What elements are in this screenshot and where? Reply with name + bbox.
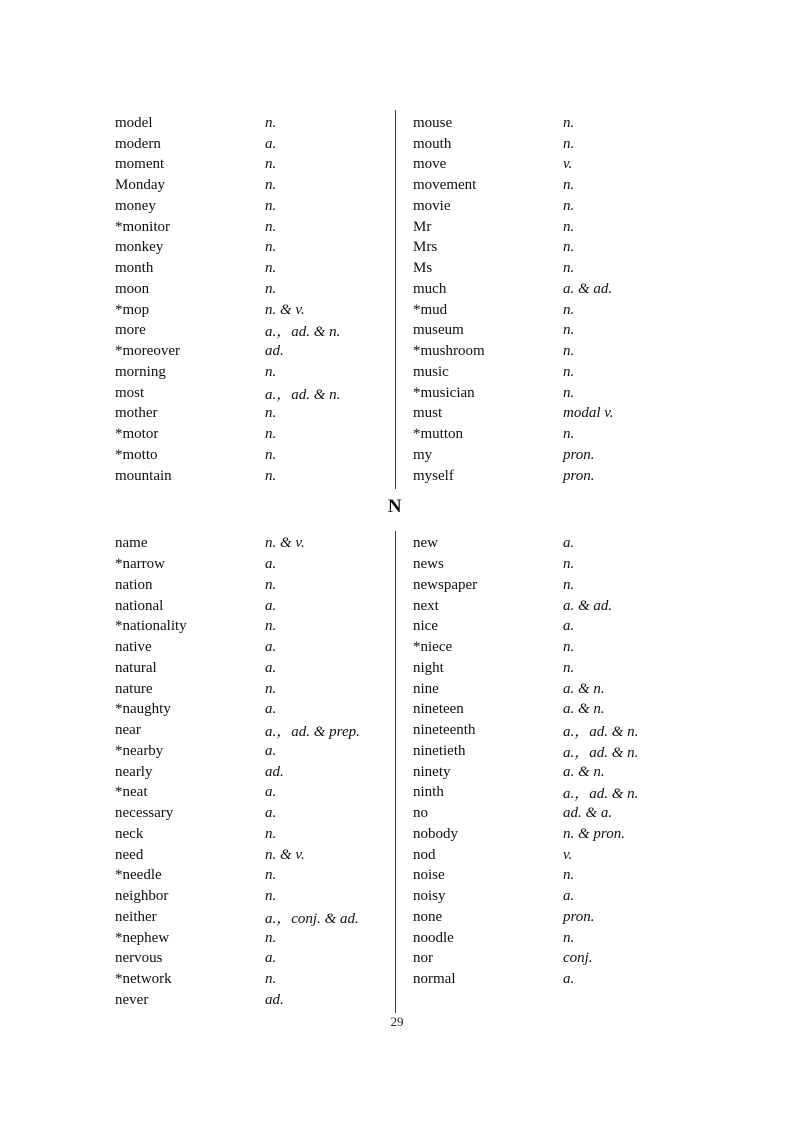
entry-row xyxy=(413,949,675,970)
entry-row xyxy=(413,196,675,217)
entry-word: Ms xyxy=(413,260,433,277)
entry-row xyxy=(413,175,675,196)
entry-word: news xyxy=(413,556,444,573)
entry-row xyxy=(413,741,675,762)
entry-word: *mushroom xyxy=(413,343,485,360)
entry-pos: conj. xyxy=(563,950,593,967)
entry-row xyxy=(115,596,395,617)
entry-pos: a. xyxy=(265,135,277,152)
entry-row xyxy=(413,845,675,866)
entry-pos: n. xyxy=(265,618,277,635)
entry-pos: ad. xyxy=(265,763,284,780)
entry-pos: n. xyxy=(265,467,277,484)
entry-pos: n. & v. xyxy=(265,301,305,318)
column-left xyxy=(115,113,395,487)
entry-row xyxy=(413,534,675,555)
entry-word: natural xyxy=(115,659,157,676)
entry-pos: a. & ad. xyxy=(563,597,613,614)
entry-row xyxy=(115,258,395,279)
entry-word: *niece xyxy=(413,639,453,656)
entry-row xyxy=(413,466,675,487)
entry-word: nature xyxy=(115,680,153,697)
entry-row xyxy=(413,928,675,949)
entry-pos: pron. xyxy=(563,467,595,484)
entry-pos: n. xyxy=(563,343,575,360)
entry-row xyxy=(413,886,675,907)
column-right xyxy=(395,534,675,1011)
entry-word: more xyxy=(115,322,146,339)
entry-row xyxy=(413,155,675,176)
entry-pos: n. & v. xyxy=(265,535,305,552)
entry-pos: a. xyxy=(265,784,277,801)
entry-word: move xyxy=(413,156,447,173)
entry-word: nervous xyxy=(115,950,163,967)
entry-row xyxy=(115,720,395,741)
entry-row xyxy=(115,741,395,762)
entry-pos: n. xyxy=(563,135,575,152)
entry-row xyxy=(115,362,395,383)
entry-pos: a. xyxy=(265,597,277,614)
entry-word: neighbor xyxy=(115,888,169,905)
entry-pos: n. xyxy=(265,239,277,256)
entry-word: never xyxy=(115,991,149,1008)
entry-row xyxy=(115,658,395,679)
entry-word: *moreover xyxy=(115,343,180,360)
entry-word: must xyxy=(413,405,443,422)
entry-row xyxy=(413,658,675,679)
entry-row xyxy=(115,134,395,155)
entry-word: nobody xyxy=(413,825,458,842)
entry-row xyxy=(413,969,675,990)
entry-row xyxy=(413,134,675,155)
entry-word: *needle xyxy=(115,867,162,884)
entry-pos: a. & n. xyxy=(563,701,605,718)
entry-word: noodle xyxy=(413,929,454,946)
column-divider-line xyxy=(395,110,396,489)
entry-pos: pron. xyxy=(563,908,595,925)
entry-row xyxy=(413,258,675,279)
entry-pos: n. xyxy=(265,426,277,443)
section-n xyxy=(115,534,715,1011)
entry-word: *neat xyxy=(115,784,148,801)
entry-row xyxy=(413,720,675,741)
entry-row xyxy=(115,928,395,949)
entry-pos: n. xyxy=(563,322,575,339)
entry-word: near xyxy=(115,722,141,739)
entry-row xyxy=(413,866,675,887)
entry-word: moon xyxy=(115,280,150,297)
entry-pos: n. xyxy=(563,301,575,318)
entry-row xyxy=(115,113,395,134)
entry-row xyxy=(413,803,675,824)
entry-pos: a. xyxy=(265,556,277,573)
entry-word: *mud xyxy=(413,301,448,318)
entry-word: none xyxy=(413,908,443,925)
entry-row xyxy=(413,700,675,721)
entry-pos: ad. xyxy=(265,991,284,1008)
entry-word: nineteen xyxy=(413,701,464,718)
entry-row xyxy=(115,617,395,638)
entry-word: neck xyxy=(115,825,144,842)
entry-row xyxy=(413,424,675,445)
column-divider-line xyxy=(395,531,396,1013)
entry-row xyxy=(115,404,395,425)
entry-pos: a. & n. xyxy=(563,763,605,780)
entry-word: *narrow xyxy=(115,556,165,573)
entry-row xyxy=(413,113,675,134)
entry-pos: a. xyxy=(265,639,277,656)
entry-pos: n. xyxy=(265,971,277,988)
entry-word: mouth xyxy=(413,135,452,152)
entry-pos: n. xyxy=(563,114,575,131)
entry-word: *motor xyxy=(115,426,159,443)
entry-word: new xyxy=(413,535,438,552)
entry-word: my xyxy=(413,446,433,463)
entry-pos: n. xyxy=(265,867,277,884)
entry-row xyxy=(115,886,395,907)
entry-row xyxy=(413,554,675,575)
entry-pos: a.，ad. & prep. xyxy=(265,724,360,741)
entry-word: model xyxy=(115,114,153,131)
entry-word: ninety xyxy=(413,763,451,780)
entry-word: native xyxy=(115,639,152,656)
entry-word: *nationality xyxy=(115,618,187,635)
entry-row xyxy=(413,762,675,783)
entry-row xyxy=(115,637,395,658)
entry-row xyxy=(413,300,675,321)
column-left xyxy=(115,534,395,1011)
entry-pos: n. xyxy=(563,177,575,194)
section-m-continued xyxy=(115,113,715,487)
entry-row xyxy=(413,596,675,617)
entry-word: modern xyxy=(115,135,161,152)
entry-pos: a. xyxy=(265,659,277,676)
entry-word: *nephew xyxy=(115,929,170,946)
entry-pos: n. xyxy=(563,363,575,380)
entry-word: *musician xyxy=(413,384,475,401)
entry-pos: a. xyxy=(265,701,277,718)
entry-word: nod xyxy=(413,846,436,863)
entry-pos: a. xyxy=(265,950,277,967)
section-heading-n: N xyxy=(387,495,403,517)
entry-row xyxy=(115,824,395,845)
entry-row xyxy=(115,155,395,176)
entry-pos: n. xyxy=(563,260,575,277)
entry-word: nice xyxy=(413,618,438,635)
entry-row xyxy=(115,279,395,300)
entry-pos: n. xyxy=(265,197,277,214)
entry-word: mountain xyxy=(115,467,172,484)
entry-pos: ad. xyxy=(265,343,284,360)
entry-pos: a. xyxy=(265,742,277,759)
entry-word: month xyxy=(115,260,154,277)
entry-row xyxy=(413,783,675,804)
entry-row xyxy=(413,907,675,928)
entry-pos: a. xyxy=(563,618,575,635)
entry-word: myself xyxy=(413,467,454,484)
entry-row xyxy=(115,383,395,404)
entry-pos: modal v. xyxy=(563,405,614,422)
entry-row xyxy=(115,217,395,238)
entry-word: newspaper xyxy=(413,576,478,593)
entry-row xyxy=(115,321,395,342)
entry-row xyxy=(413,824,675,845)
entry-pos: n. xyxy=(563,384,575,401)
entry-word: nearly xyxy=(115,763,153,780)
entry-row xyxy=(115,445,395,466)
entry-pos: n. xyxy=(265,177,277,194)
entry-word: no xyxy=(413,805,428,822)
entry-pos: n. xyxy=(563,929,575,946)
entry-word: monkey xyxy=(115,239,164,256)
entry-pos: a.，ad. & n. xyxy=(563,786,639,803)
entry-word: *motto xyxy=(115,446,158,463)
entry-row xyxy=(115,907,395,928)
entry-pos: a. & n. xyxy=(563,680,605,697)
entry-word: nation xyxy=(115,576,153,593)
entry-pos: n. & pron. xyxy=(563,825,625,842)
entry-row xyxy=(115,783,395,804)
entry-word: movie xyxy=(413,197,451,214)
entry-word: next xyxy=(413,597,439,614)
entry-pos: n. xyxy=(265,888,277,905)
entry-word: normal xyxy=(413,971,456,988)
entry-row xyxy=(115,990,395,1011)
entry-pos: n. xyxy=(265,363,277,380)
entry-pos: a.，ad. & n. xyxy=(265,386,341,403)
entry-pos: n. xyxy=(265,576,277,593)
entry-row xyxy=(115,969,395,990)
entry-word: mother xyxy=(115,405,158,422)
entry-pos: v. xyxy=(563,156,573,173)
entry-word: *monitor xyxy=(115,218,170,235)
entry-word: Mrs xyxy=(413,239,438,256)
entry-pos: ad. & a. xyxy=(563,805,613,822)
entry-word: noisy xyxy=(413,888,446,905)
entry-word: nineteenth xyxy=(413,722,476,739)
entry-word: museum xyxy=(413,322,464,339)
entry-pos: n. xyxy=(563,556,575,573)
entry-row xyxy=(115,575,395,596)
entry-word: *naughty xyxy=(115,701,171,718)
entry-word: *mop xyxy=(115,301,150,318)
entry-word: much xyxy=(413,280,447,297)
entry-row xyxy=(115,679,395,700)
entry-row xyxy=(413,279,675,300)
entry-word: necessary xyxy=(115,805,174,822)
entry-pos: a. xyxy=(563,888,575,905)
entry-pos: n. xyxy=(265,260,277,277)
entry-row xyxy=(413,617,675,638)
entry-row xyxy=(413,679,675,700)
entry-word: *mutton xyxy=(413,426,464,443)
entry-word: need xyxy=(115,846,144,863)
entry-word: ninetieth xyxy=(413,742,466,759)
entry-row xyxy=(413,217,675,238)
entry-pos: n. xyxy=(265,218,277,235)
entry-row xyxy=(413,575,675,596)
entry-pos: a. xyxy=(563,535,575,552)
entry-word: national xyxy=(115,597,164,614)
entry-pos: n. xyxy=(563,239,575,256)
entry-pos: n. xyxy=(265,156,277,173)
entry-pos: a. xyxy=(563,971,575,988)
entry-row xyxy=(115,238,395,259)
entry-pos: n. xyxy=(563,426,575,443)
entry-pos: a.，ad. & n. xyxy=(265,324,341,341)
entry-row xyxy=(413,445,675,466)
entry-pos: a. xyxy=(265,805,277,822)
entry-pos: a. & ad. xyxy=(563,280,613,297)
entry-pos: n. xyxy=(563,867,575,884)
entry-pos: n. xyxy=(265,114,277,131)
entry-word: money xyxy=(115,197,156,214)
entry-row xyxy=(115,700,395,721)
page-number: 29 xyxy=(390,1014,404,1029)
entry-word: *nearby xyxy=(115,742,164,759)
entry-word: Monday xyxy=(115,177,165,194)
entry-row xyxy=(115,534,395,555)
entry-pos: n. xyxy=(265,405,277,422)
entry-word: mouse xyxy=(413,114,453,131)
entry-pos: n. xyxy=(265,680,277,697)
entry-word: *network xyxy=(115,971,172,988)
entry-pos: n. xyxy=(265,446,277,463)
entry-word: nor xyxy=(413,950,433,967)
entry-pos: n. xyxy=(563,218,575,235)
entry-pos: n. xyxy=(563,197,575,214)
entry-row xyxy=(413,238,675,259)
entry-pos: pron. xyxy=(563,446,595,463)
entry-pos: v. xyxy=(563,846,573,863)
entry-row xyxy=(413,383,675,404)
entry-word: nine xyxy=(413,680,439,697)
entry-row xyxy=(413,637,675,658)
entry-row xyxy=(413,404,675,425)
entry-pos: n. & v. xyxy=(265,846,305,863)
entry-pos: n. xyxy=(265,280,277,297)
entry-word: morning xyxy=(115,363,166,380)
entry-row xyxy=(115,762,395,783)
entry-word: music xyxy=(413,363,449,380)
entry-word: noise xyxy=(413,867,445,884)
entry-row xyxy=(115,466,395,487)
entry-row xyxy=(115,196,395,217)
entry-row xyxy=(413,362,675,383)
entry-row xyxy=(115,175,395,196)
entry-row xyxy=(115,949,395,970)
entry-pos: n. xyxy=(265,825,277,842)
entry-word: night xyxy=(413,659,444,676)
entry-word: ninth xyxy=(413,784,444,801)
entry-word: moment xyxy=(115,156,165,173)
entry-row xyxy=(413,321,675,342)
entry-row xyxy=(115,803,395,824)
entry-word: movement xyxy=(413,177,477,194)
entry-row xyxy=(115,866,395,887)
entry-row xyxy=(115,424,395,445)
entry-word: most xyxy=(115,384,145,401)
entry-word: name xyxy=(115,535,148,552)
entry-row xyxy=(413,341,675,362)
entry-pos: n. xyxy=(563,639,575,656)
entry-pos: n. xyxy=(563,576,575,593)
entry-row xyxy=(115,554,395,575)
entry-word: neither xyxy=(115,908,157,925)
entry-word: Mr xyxy=(413,218,432,235)
entry-row xyxy=(115,341,395,362)
entry-pos: a.，conj. & ad. xyxy=(265,910,359,927)
entry-pos: a.，ad. & n. xyxy=(563,724,639,741)
entry-row xyxy=(115,300,395,321)
entry-row xyxy=(115,845,395,866)
column-right xyxy=(395,113,675,487)
entry-pos: a.，ad. & n. xyxy=(563,744,639,761)
entry-pos: n. xyxy=(563,659,575,676)
entry-pos: n. xyxy=(265,929,277,946)
